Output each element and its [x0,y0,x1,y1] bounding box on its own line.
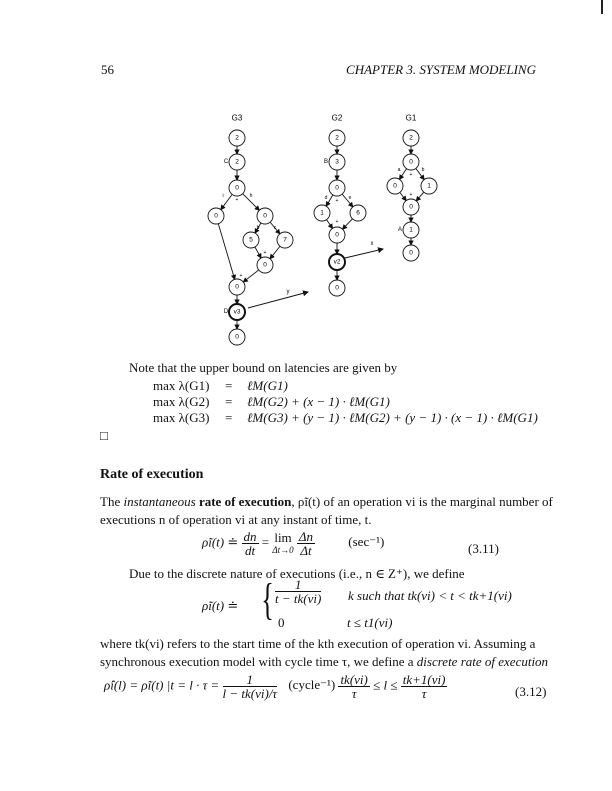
node-label: 0 [393,182,397,190]
node-name-label: A [397,227,403,233]
node-label: 0 [235,333,239,341]
edge-label: + [409,172,413,178]
edge-label: + [409,192,413,198]
bound-rhs: ℓM(G1) [247,378,288,393]
node-label: 5 [249,236,253,244]
bound-lhs: max λ(G2) [153,394,210,409]
node-label: 2 [409,134,413,142]
text: , ρ̃i(t) of an operation vi is the marginal number of [291,494,553,509]
paragraph-line [100,494,553,510]
chapter-header: CHAPTER 3. SYSTEM MODELING [346,62,536,77]
link-label: y [286,289,290,295]
node-label: 2 [235,134,239,142]
case-zero: 0 [278,615,285,630]
node-label: v2 [333,258,341,266]
paragraph-line: synchronous execution model with cycle time τ, we define a discrete rate of execution [100,654,549,669]
node-label: 0 [235,283,239,291]
node-label: 0 [263,261,267,269]
equals-sign: = [225,378,233,393]
text: instantaneous [123,494,196,509]
link-edge-x [345,249,383,258]
equation-number: (3.11) [468,541,499,556]
link-edge-y [248,292,308,308]
brace: { [261,575,274,624]
node-label: 0 [335,231,339,239]
node-label: 3 [335,158,339,166]
bound-lhs: max λ(G3) [153,410,210,425]
edge-label: d [324,195,328,201]
node-label: 0 [409,249,413,257]
edge-label: i [222,193,224,199]
node-name-label: B [323,159,329,165]
qed-symbol: □ [100,428,108,443]
node-label: 0 [335,284,339,292]
bound-rhs: ℓM(G2) + (x − 1) · ℓM(G1) [247,394,390,409]
graph-edge [343,219,353,229]
graph-title: G1 [405,113,417,123]
paragraph-line: Due to the discrete nature of executions (i.e., n ∈ Z⁺), we define [129,566,465,581]
edge-label: b [256,225,260,231]
graph-title: G2 [331,113,343,123]
edge-label: + [335,219,339,225]
bound-lhs: max λ(G1) [153,378,210,393]
equals-sign: = [225,410,233,425]
node-label: 0 [409,203,413,211]
edge-label: a [397,167,401,173]
bound-rhs: ℓM(G3) + (y − 1) · ℓM(G2) + (y − 1) · (x − 1) · ℓM(G1) [247,410,538,425]
equals-sign: = [225,394,233,409]
edge-label: + [263,250,267,256]
node-label: 1 [409,226,413,234]
node-label: 0 [263,212,267,220]
equation-3-12: ρ̂i(l) = ρ̃i(t) |t = l · τ = $\frac{1}{l - tk(vi)/\tau}$ (cycle⁻¹) $\frac{tk(vi)}{\tau}$ ≤ l ≤ $\frac{tk+1(vi)}{\tau}$ [104,672,446,701]
node-label: 0 [235,184,239,192]
page-number: 56 [101,62,114,77]
graph-edge [255,247,261,258]
paragraph-line: where tk(vi) refers to the start time of the kth execution of operation vi. Assuming a [100,636,536,651]
case-cond-1: k such that tk(vi) < t < tk+1(vi) [348,588,512,603]
link-label: x [370,241,374,247]
node-label: 0 [335,184,339,192]
edge-label: b [421,167,425,173]
equation-number: (3.12) [515,684,547,699]
section-title: Rate of execution [100,467,204,482]
text: rate of execution [195,494,292,509]
paragraph-line: executions n of operation vi at any instant of time, t. [100,512,372,527]
graph-edge [416,192,424,201]
node-label: 0 [409,158,413,166]
node-label: 6 [356,209,360,217]
graph-edge [400,192,406,200]
case-lhs: ρ̃i(t) ≐ [202,598,239,613]
node-label: 2 [335,134,339,142]
graph-edge [270,246,280,259]
edge-label: + [335,198,339,204]
case-cond-2: t ≤ t1(vi) [347,615,393,630]
edge-label: c [273,225,277,231]
case-fraction: $\frac{1}{t - tk(vi)}$ [275,577,322,606]
graph-title: G3 [231,113,243,123]
node-label: 1 [427,182,431,190]
edge-label: e [348,195,352,201]
node-name-label: D [223,309,229,315]
text: The [100,494,124,509]
node-label: v3 [233,308,241,316]
graph-edge [243,270,258,282]
equation-3-11: ρ̃i(t) ≐ $\frac{dn}{dt}$ = lim Δt→0 $\frac{\Delta n}{\Delta t}$ (sec⁻¹) [202,529,385,558]
graph-edge [218,224,234,280]
node-label: 2 [235,158,239,166]
note-text: Note that the upper bound on latencies are given by [129,360,398,375]
edge-label: + [239,273,243,279]
node-name-label: C [223,159,229,165]
edge-label: h [249,193,253,199]
graph-edge [399,169,406,180]
node-label: 1 [320,209,324,217]
node-label: 0 [214,212,218,220]
node-label: 7 [283,236,287,244]
graph-edge [327,220,333,229]
edge-label: + [235,197,239,203]
dataflow-graph-figure [0,0,612,360]
